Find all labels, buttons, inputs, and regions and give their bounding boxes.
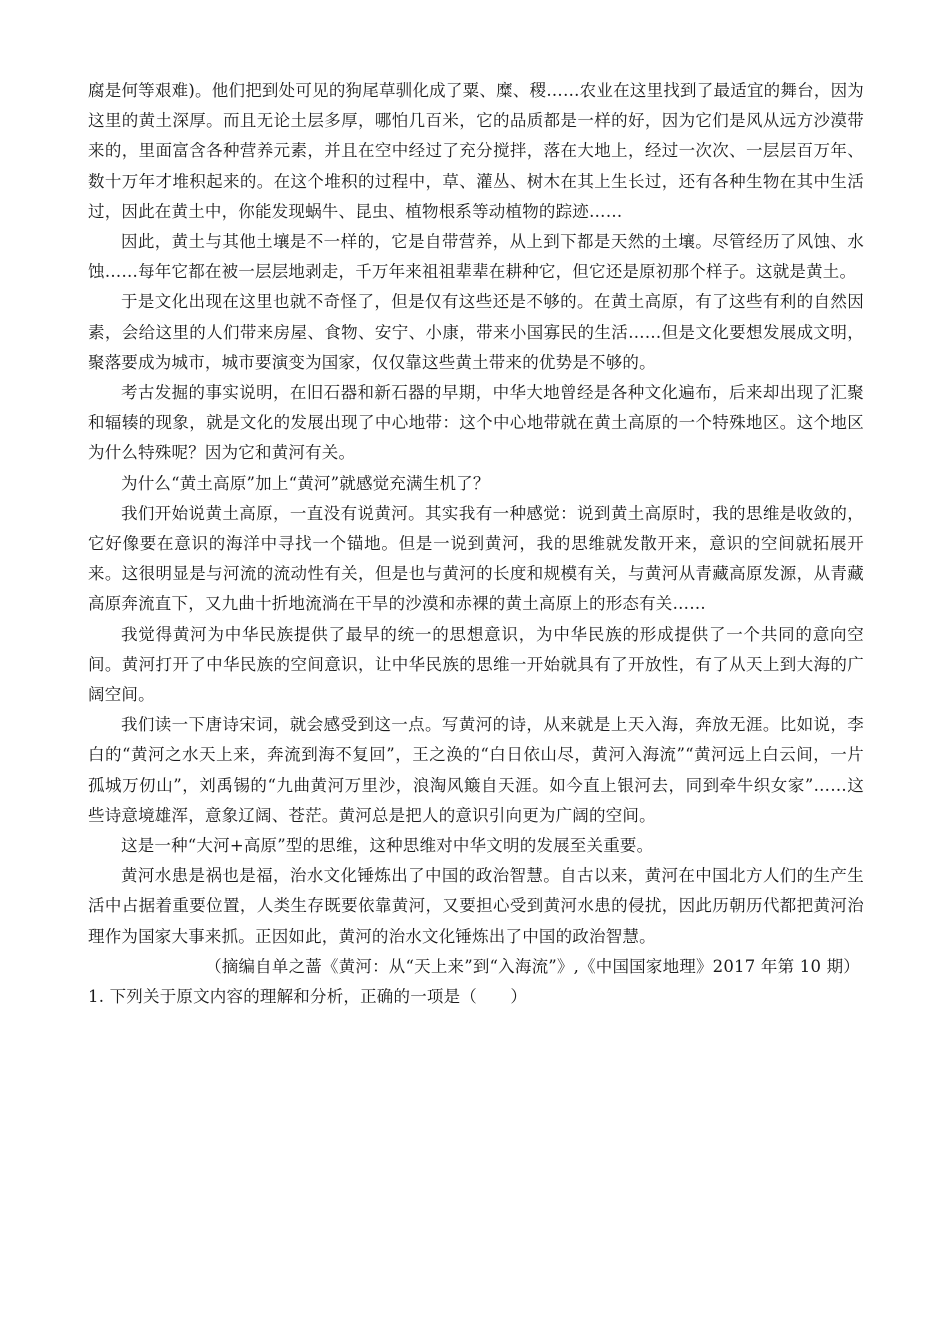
paragraph-5: 为什么“黄土高原”加上“黄河”就感觉充满生机了？ (121, 473, 490, 493)
paragraph-8: 我们读一下唐诗宋词，就会感受到这一点。写黄河的诗，从来就是上天入海，奔放无涯。比如说，李白的“黄河之水天上来，奔流到海不复回”，王之涣的“白日依山尽，黄河入海流”“黄河远上白云间，一片孤城万仞山”，刘禹锡的“九曲黄河万里沙，浪淘风簸自天涯。如今直上银河去，同到牵牛织女家”……这些诗意境雄浑，意象辽阔、苍茫。黄河总是把人的意识引向更为广阔的空间。 (88, 715, 864, 825)
paragraph-1: 腐是何等艰难)。他们把到处可见的狗尾草驯化成了粟、糜、稷……农业在这里找到了最适宜的舞台，因为这里的黄土深厚。而且无论土层多厚，哪怕几百米，它的品质都是一样的好，因为它们是风从远方沙漠带来的，里面富含各种营养元素，并且在空中经过了充分搅拌，落在大地上，经过一次次、一层层百万年、数十万年才堆积起来的。在这个堆积的过程中，草、灌丛、树木在其上生长过，还有各种生物在其中生活过，因此在黄土中，你能发现蜗牛、昆虫、植物根系等动植物的踪迹…… (88, 81, 864, 221)
paragraph-6: 我们开始说黄土高原，一直没有说黄河。其实我有一种感觉：说到黄土高原时，我的思维是收敛的，它好像要在意识的海洋中寻找一个锚地。但是一说到黄河，我的思维就发散开来，意识的空间就拓展开来。这很明显是与河流的流动性有关，但是也与黄河的长度和规模有关，与黄河从青藏高原发源，从青藏高原奔流直下，又九曲十折地流淌在干旱的沙漠和赤裸的黄土高原上的形态有关…… (88, 503, 864, 614)
paragraph-4: 考古发掘的事实说明，在旧石器和新石器的早期，中华大地曾经是各种文化遍布，后来却出现了汇聚和辐辏的现象，就是文化的发展出现了中心地带：这个中心地带就在黄土高原的一个特殊地区。这个地区为什么特殊呢？因为它和黄河有关。 (88, 383, 864, 463)
paragraph-2: 因此，黄土与其他土壤是不一样的，它是自带营养，从上到下都是天然的土壤。尽管经历了风蚀、水蚀……每年它都在被一层层地剥走，千万年来祖祖辈辈在耕种它，但它还是原初那个样子。这就是黄土。 (88, 232, 864, 282)
document-page (88, 76, 864, 1012)
paragraph-10: 黄河水患是祸也是福，治水文化锤炼出了中国的政治智慧。自古以来，黄河在中国北方人们的生产生活中占据着重要位置，人类生存既要依靠黄河，又要担心受到黄河水患的侵扰，因此历朝历代都把黄河治理作为国家大事来抓。正因如此，黄河的治水文化锤炼出了中国的政治智慧。 (88, 866, 864, 946)
question-1: 1. 下列关于原文内容的理解和分析，正确的一项是（ ） (88, 987, 528, 1007)
source-citation: （摘编自单之蔷《黄河：从“天上来”到“入海流”》,《中国国家地理》2017 年第 10 期） (205, 956, 860, 976)
paragraph-9: 这是一种“大河+高原”型的思维，这种思维对中华文明的发展至关重要。 (121, 836, 654, 856)
paragraph-7: 我觉得黄河为中华民族提供了最早的统一的思想意识，为中华民族的形成提供了一个共同的意向空间。黄河打开了中华民族的空间意识，让中华民族的思维一开始就具有了开放性，有了从天上到大海的广阔空间。 (88, 624, 864, 705)
paragraph-3: 于是文化出现在这里也就不奇怪了，但是仅有这些还是不够的。在黄土高原，有了这些有利的自然因素，会给这里的人们带来房屋、食物、安宁、小康，带来小国寡民的生活……但是文化要想发展成文明，聚落要成为城市，城市要演变为国家，仅仅靠这些黄土带来的优势是不够的。 (88, 292, 864, 372)
